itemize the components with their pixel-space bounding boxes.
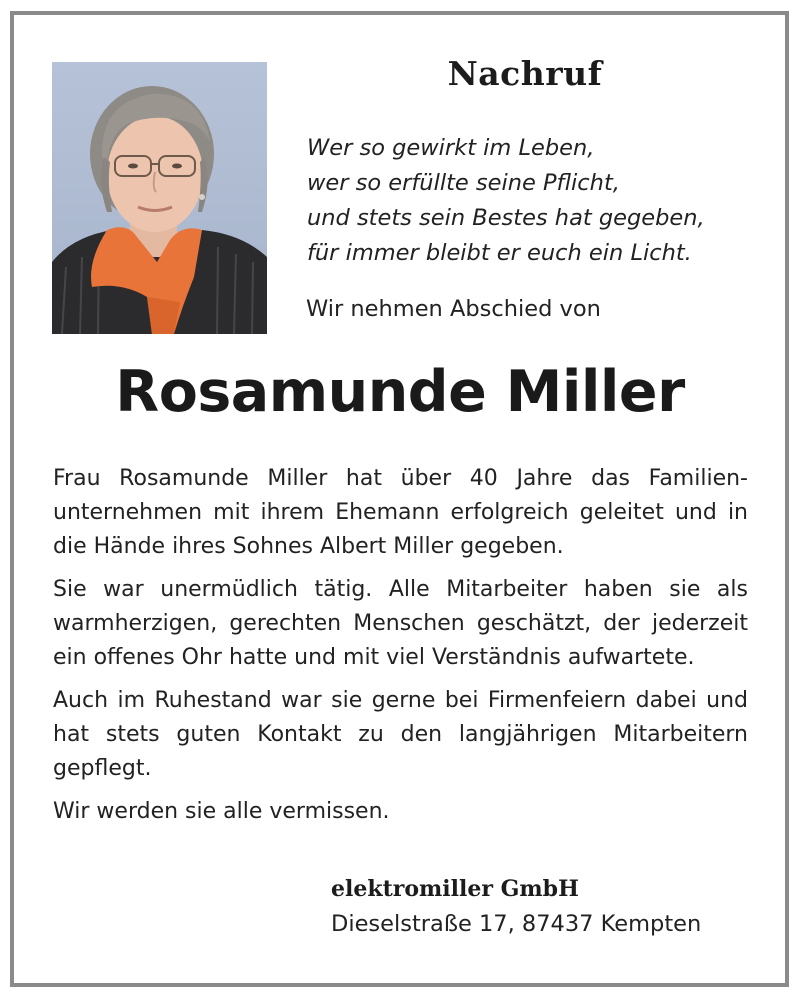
memorial-poem xyxy=(307,131,705,271)
portrait-illustration xyxy=(52,62,267,334)
poem-line: wer so erfüllte seine Pflicht, xyxy=(307,170,620,196)
poem-line: und stets sein Bestes hat gegeben, xyxy=(307,205,705,231)
obituary-body xyxy=(53,462,748,838)
company-address: Dieselstraße 17, 87437 Kempten xyxy=(331,911,702,937)
deceased-name: Rosamunde Miller xyxy=(115,359,685,425)
farewell-line: Wir nehmen Abschied von xyxy=(306,296,601,322)
obituary-heading: Nachruf xyxy=(447,54,603,93)
company-name: elektromiller GmbH xyxy=(331,876,579,902)
body-paragraph: Auch im Ruhestand war sie gerne bei Firmenfeiern dabei und hat stets guten Kontakt zu den langjährigen Mitarbeitern gepflegt. xyxy=(53,688,748,781)
poem-line: für immer bleibt er euch ein Licht. xyxy=(307,240,692,266)
body-paragraph: Sie war unermüdlich tätig. Alle Mitarbeiter haben sie als warmherzigen, gerechten Menschen geschätzt, der jederzeit ein offenes Ohr hatte und mit viel Verständnis aufwartete. xyxy=(53,577,748,670)
portrait-photo xyxy=(52,62,267,334)
body-paragraph: Wir werden sie alle vermissen. xyxy=(53,799,390,824)
poem-line: Wer so gewirkt im Leben, xyxy=(307,135,595,161)
body-paragraph: Frau Rosamunde Miller hat über 40 Jahre das Familienunternehmen mit ihrem Ehemann erfolgreich geleitet und in die Hände ihres Sohnes Albert Miller gegeben. xyxy=(53,466,748,559)
